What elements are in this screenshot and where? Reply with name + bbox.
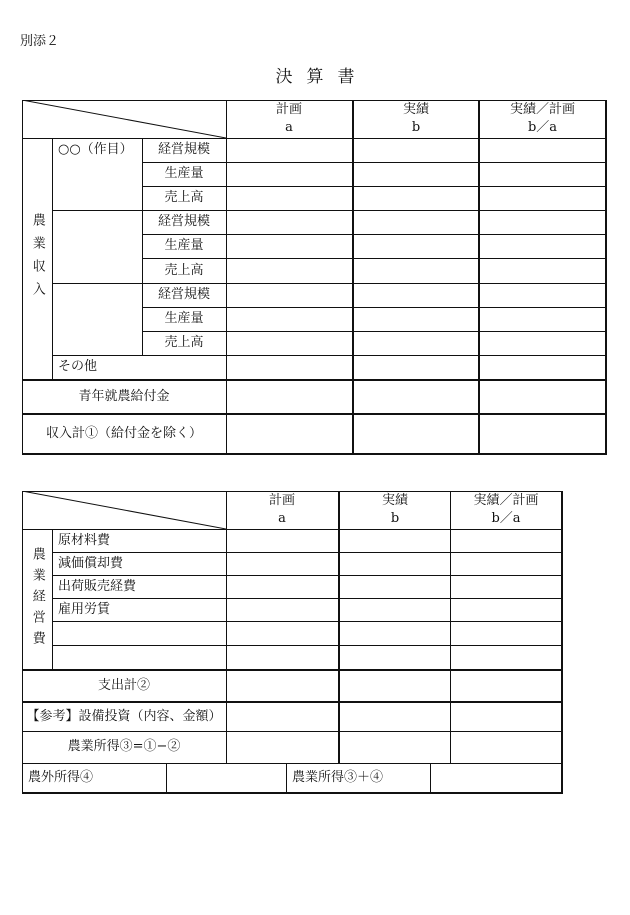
header-actual-var: b xyxy=(411,120,421,135)
row-label: 生産量 xyxy=(164,238,204,254)
rule xyxy=(166,763,167,793)
title-char: 算 xyxy=(306,67,324,87)
header-ratio-var: b／a xyxy=(527,120,558,135)
row-label xyxy=(52,621,226,645)
header-ratio xyxy=(480,100,605,138)
combined-income-label: 農業所得③＋④ xyxy=(292,770,384,786)
expense-side-label: 農業経営費 xyxy=(29,546,45,652)
rule xyxy=(338,491,340,763)
rule xyxy=(22,453,606,455)
crop-label: ○○（作目） xyxy=(58,142,133,158)
rule xyxy=(52,283,606,284)
reference-investment-label: 【参考】設備投資（内容、金額） xyxy=(26,709,222,725)
rule xyxy=(561,491,563,794)
rule xyxy=(52,210,606,211)
header-actual xyxy=(340,491,450,529)
header-actual xyxy=(354,100,478,138)
income-side-label: 農業収入 xyxy=(29,212,45,305)
row-label xyxy=(52,645,226,669)
nonfarm-income-label: 農外所得④ xyxy=(28,770,94,786)
document-title xyxy=(0,62,630,87)
header-diagonal xyxy=(22,491,226,529)
title-char: 書 xyxy=(337,67,355,87)
row-label: 売上高 xyxy=(164,262,204,278)
row-label: 経営規模 xyxy=(157,142,210,158)
row-label: 経営規模 xyxy=(157,287,210,303)
rule xyxy=(226,100,227,455)
rule xyxy=(450,491,451,763)
row-label: 雇用労賃 xyxy=(58,601,111,617)
header-ratio-label: 実績／計画 xyxy=(473,493,539,509)
header-ratio-var: b／a xyxy=(491,511,521,526)
farm-income-label: 農業所得③=①−② xyxy=(67,739,181,755)
header-plan-label: 計画 xyxy=(268,493,295,509)
header-plan-label: 計画 xyxy=(275,102,302,118)
rule xyxy=(226,491,227,763)
row-label: 売上高 xyxy=(164,335,204,351)
header-actual-label: 実績 xyxy=(381,493,408,509)
header-actual-label: 実績 xyxy=(402,102,429,118)
row-label: 売上高 xyxy=(164,190,204,206)
header-plan xyxy=(226,491,338,529)
header-ratio xyxy=(451,491,561,529)
row-label: 原材料費 xyxy=(58,532,111,548)
header-actual-var: b xyxy=(390,511,400,526)
header-plan xyxy=(226,100,352,138)
rule xyxy=(478,100,480,455)
rule xyxy=(605,100,607,455)
expense-total-label: 支出計② xyxy=(97,678,150,694)
subsidy-label: 青年就農給付金 xyxy=(78,389,170,405)
row-label: 出荷販売経費 xyxy=(58,578,137,594)
row-label: 減価償却費 xyxy=(58,555,124,571)
header-plan-var: a xyxy=(278,511,286,526)
rule xyxy=(430,763,431,793)
row-label: 生産量 xyxy=(164,166,204,182)
income-total-label: 収入計①（給付金を除く） xyxy=(45,426,202,442)
header-diagonal xyxy=(22,100,226,138)
other-label: その他 xyxy=(58,359,98,375)
header-plan-var: a xyxy=(285,120,293,135)
rule xyxy=(352,100,354,455)
title-char: 決 xyxy=(275,67,293,87)
row-label: 生産量 xyxy=(164,311,204,327)
header-ratio-label: 実績／計画 xyxy=(509,102,575,118)
attachment-label: 別添２ xyxy=(20,34,60,49)
rule xyxy=(52,138,53,380)
row-label: 経営規模 xyxy=(157,214,210,230)
